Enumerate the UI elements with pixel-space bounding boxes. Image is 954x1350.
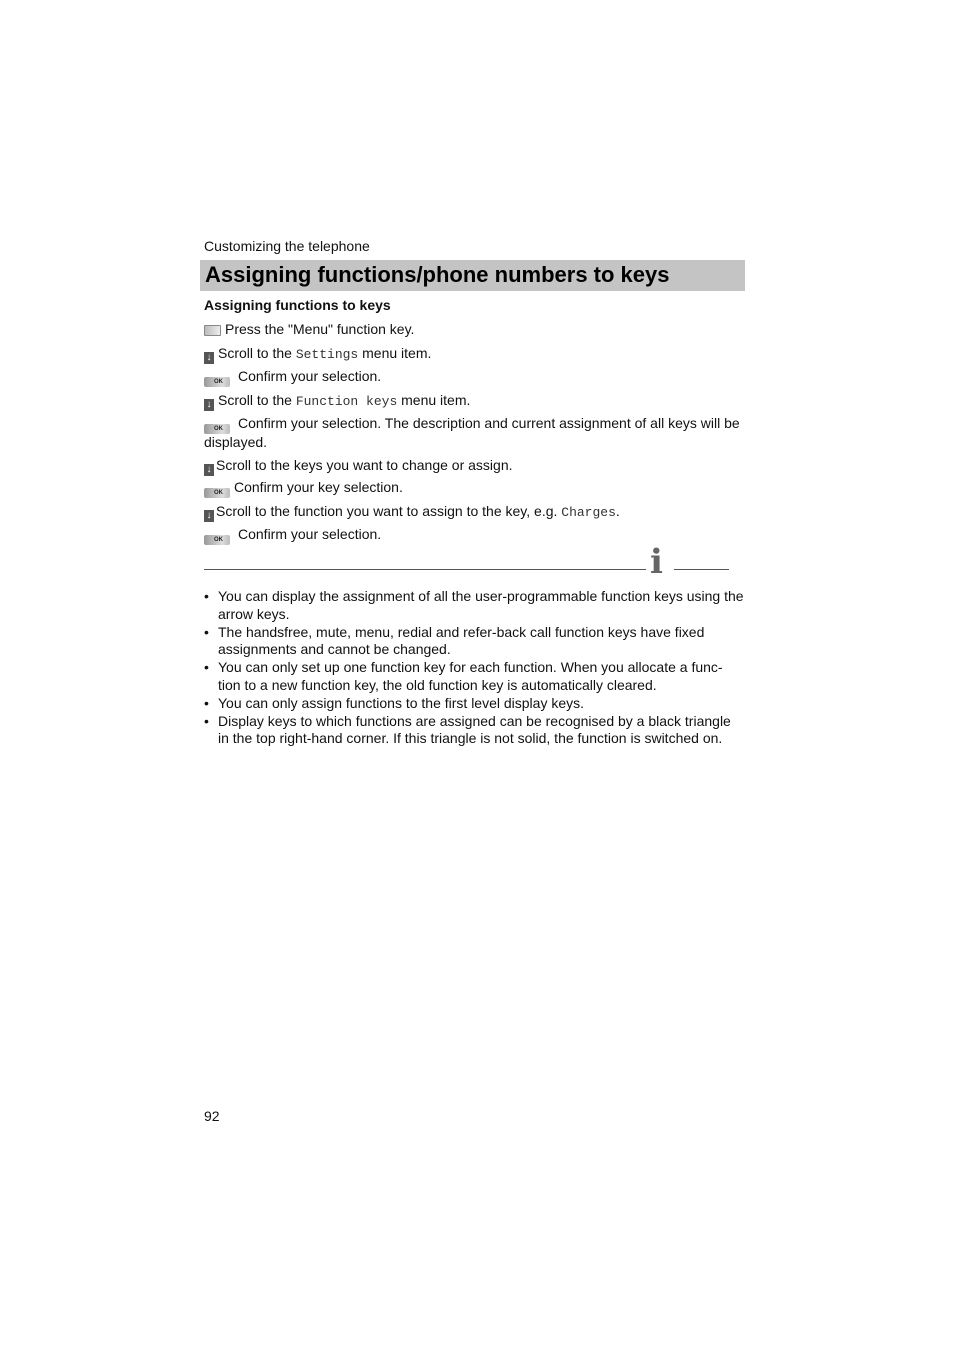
- list-item: • You can only assign functions to the first level display keys.: [204, 695, 744, 713]
- step-2: ↓ Scroll to the Settings menu item.: [204, 345, 744, 364]
- info-rule-right: [674, 569, 729, 570]
- step-6: ↓ Scroll to the keys you want to change or assign.: [204, 457, 744, 476]
- step-8: ↓ Scroll to the function you want to assign to the key, e.g. Charges.: [204, 503, 744, 522]
- title-bar: [200, 260, 745, 291]
- info-rule-left: [204, 569, 646, 570]
- step-1: Press the "Menu" function key.: [204, 321, 744, 338]
- list-item: • You can display the assignment of all the user-programmable function keys using the arrow keys.: [204, 588, 744, 623]
- info-notes-list: [204, 588, 744, 748]
- list-item: • You can only set up one function key for each function. When you allocate a func-tion to a new function key, the old function key is automatically cleared.: [204, 659, 744, 694]
- info-icon: i: [650, 542, 663, 582]
- ok-key-icon: OK: [204, 424, 230, 434]
- section-header: Customizing the telephone: [204, 238, 370, 254]
- subtitle: Assigning functions to keys: [204, 297, 391, 313]
- ok-key-icon: OK: [204, 377, 230, 387]
- ok-key-icon: OK: [204, 488, 230, 498]
- menu-key-icon: [204, 325, 221, 336]
- page-title: Assigning functions/phone numbers to keys: [205, 262, 670, 287]
- step-9: OK Confirm your selection.: [204, 526, 744, 545]
- step-5: OK Confirm your selection. The description and current assignment of all keys will be displayed.: [204, 415, 740, 450]
- arrow-key-icon: ↓: [204, 464, 214, 476]
- arrow-key-icon: ↓: [204, 352, 214, 364]
- step-3: OK Confirm your selection.: [204, 368, 744, 387]
- list-item: • The handsfree, mute, menu, redial and refer-back call function keys have fixed assignments and cannot be changed.: [204, 624, 744, 659]
- ok-key-icon: OK: [204, 535, 230, 545]
- arrow-key-icon: ↓: [204, 399, 214, 411]
- step-4: ↓ Scroll to the Function keys menu item.: [204, 392, 744, 411]
- list-item: • Display keys to which functions are assigned can be recognised by a black triangle in the top right-hand corner. If this triangle is not solid, the function is switched on.: [204, 713, 744, 748]
- step-7: OK Confirm your key selection.: [204, 479, 744, 498]
- page-number: 92: [204, 1108, 220, 1124]
- arrow-key-icon: ↓: [204, 510, 214, 522]
